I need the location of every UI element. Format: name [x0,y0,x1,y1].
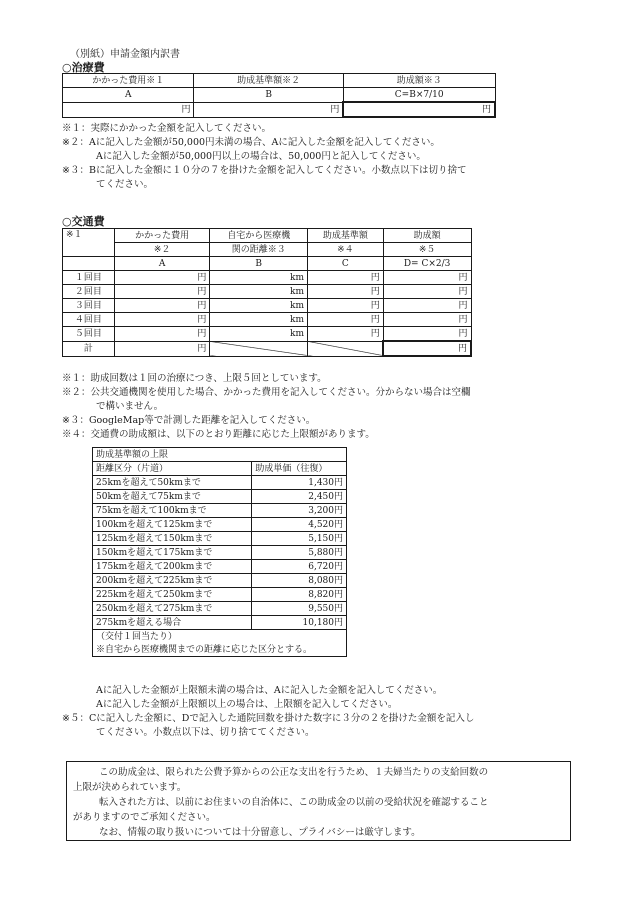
transport-note: で構いません。 [96,401,164,412]
transport-aid-input[interactable]: 円 [383,299,471,313]
transport-cost-input[interactable]: 円 [114,313,210,327]
treatment-sub-a: A [63,88,194,103]
transport-base-input[interactable]: 円 [308,271,384,285]
transport-header-base-note: ※４ [308,243,384,257]
transport-row-label: ３回目 [63,299,115,313]
transport-notes [62,372,471,442]
treatment-table [62,73,496,118]
treatment-notes [62,122,466,192]
transport-header-base: 助成基準額 [308,229,384,243]
transport-header-aid: 助成額 [383,229,471,243]
transport-header-cost-note: ※２ [114,243,210,257]
limit-row [93,546,347,560]
transport-row [63,327,472,342]
treatment-note: ※２：Aに記入した金額が50,000円未満の場合、Aに記入した金額を記入してください。 [62,137,440,148]
limit-row [93,532,347,546]
transport-note: Aに記入した金額が上限額未満の場合は、Aに記入した金額を記入してください。 [96,685,443,696]
notice-line: 転入された方は、以前にお住まいの自治体に、この助成金の以前の受給状況を確認すること [99,797,489,808]
limit-table-title: 助成基準額の上限 [93,448,347,462]
transport-base-input[interactable]: 円 [308,299,384,313]
limit-header-unit: 助成単価（往復） [252,462,347,476]
treatment-input-b[interactable]: 円 [194,102,343,117]
limit-distance: 200kmを超えて225kmまで [93,574,252,588]
limit-distance: 175kmを超えて200kmまで [93,560,252,574]
notice-line: なお、情報の取り扱いについては十分留意し、プライバシーは厳守します。 [99,827,421,838]
treatment-note: ※３：Bに記入した金額に１０分の７を掛けた金額を記入してください。小数点以下は切り捨て [62,165,467,176]
limit-row [93,560,347,574]
notice-line: この助成金は、限られた公費予算からの公正な支出を行うため、１夫婦当たりの支給回数の [99,767,489,778]
transport-cost-input[interactable]: 円 [114,271,210,285]
limit-amount: 5,880円 [252,546,347,560]
transport-sub-d: D= C×2/3 [383,257,471,271]
limit-distance: 275kmを超える場合 [93,616,252,630]
treatment-sub-c: C=B×7/10 [343,88,495,103]
transport-cost-input[interactable]: 円 [114,299,210,313]
transport-sub-b: B [210,257,308,271]
transport-total-distance-void [210,341,308,356]
transport-note: ※２：公共交通機関を使用した場合、かかった費用を記入してください。分からない場合は空欄 [62,387,471,398]
transport-aid-input[interactable]: 円 [383,271,471,285]
limit-distance: 250kmを超えて275kmまで [93,602,252,616]
notice-line: 上限が決められています。 [73,782,187,793]
transport-total-cost-input[interactable]: 円 [114,341,210,356]
limit-table-footnote: ※自宅から医療機関までの距離に応じた区分とする。 [93,643,347,657]
limit-amount: 4,520円 [252,518,347,532]
treatment-note: Aに記入した金額が50,000円以上の場合は、50,000円と記入してください。 [96,151,426,162]
transport-distance-input[interactable]: km [210,299,308,313]
transport-header-cost: かかった費用 [114,229,210,243]
transport-table [62,228,472,357]
limit-row [93,574,347,588]
transport-cost-input[interactable]: 円 [114,285,210,299]
limit-amount: 2,450円 [252,490,347,504]
limit-row [93,490,347,504]
transport-row [63,299,472,313]
document-title: （別紙）申請金額内訳書 [70,49,180,60]
transport-row [63,285,472,299]
limit-row [93,588,347,602]
transport-base-input[interactable]: 円 [308,327,384,342]
limit-header-distance: 距離区分（片道） [93,462,252,476]
transport-distance-input[interactable]: km [210,271,308,285]
transport-note: ※３：GoogleMap等で計測した距離を記入してください。 [62,415,316,426]
transport-notes-continued [62,684,474,740]
transport-row-label: ２回目 [63,285,115,299]
treatment-heading: ○治療費 [62,61,105,74]
transport-total-aid-input[interactable]: 円 [383,341,471,356]
limit-amount: 3,200円 [252,504,347,518]
transport-note: ※１：助成回数は１回の治療につき、上限５回としています。 [62,373,327,384]
limit-row [93,616,347,630]
limit-table [92,447,347,657]
transport-row-label: ４回目 [63,313,115,327]
transport-header-distance: 自宅から医療機 [210,229,308,243]
limit-row [93,504,347,518]
transport-header-distance-note: 関の距離※３ [210,243,308,257]
treatment-header-base: 助成基準額※２ [194,74,343,88]
transport-row [63,313,472,327]
limit-row [93,518,347,532]
transport-aid-input[interactable]: 円 [383,327,471,342]
treatment-input-a[interactable]: 円 [63,102,194,117]
transport-sub-c: C [308,257,384,271]
transport-total-base-void [308,341,384,356]
transport-header-aid-note: ※５ [383,243,471,257]
limit-distance: 100kmを超えて125kmまで [93,518,252,532]
transport-total-row [63,341,472,356]
transport-base-input[interactable]: 円 [308,313,384,327]
limit-amount: 6,720円 [252,560,347,574]
transport-sub-a: A [114,257,210,271]
transport-aid-input[interactable]: 円 [383,313,471,327]
treatment-sub-b: B [194,88,343,103]
limit-row [93,602,347,616]
treatment-header-aid: 助成額※３ [343,74,495,88]
limit-distance: 25kmを超えて50kmまで [93,476,252,490]
notice-line: がありますのでご承知ください。 [73,812,216,823]
limit-amount: 8,080円 [252,574,347,588]
transport-base-input[interactable]: 円 [308,285,384,299]
transport-header-count: ※１ [63,229,115,257]
limit-amount: 5,150円 [252,532,347,546]
transport-note: てください。小数点以下は、切り捨ててください。 [96,727,315,738]
transport-distance-input[interactable]: km [210,285,308,299]
limit-distance: 50kmを超えて75kmまで [93,490,252,504]
transport-note: ※４：交通費の助成額は、以下のとおり距離に応じた上限額があります。 [62,429,375,440]
limit-amount: 8,820円 [252,588,347,602]
treatment-input-c[interactable]: 円 [343,102,495,117]
limit-amount: 9,550円 [252,602,347,616]
transport-note: Aに記入した金額が上限額以上の場合は、上限額を記入してください。 [96,699,398,710]
treatment-note: てください。 [96,179,154,190]
transport-aid-input[interactable]: 円 [383,285,471,299]
limit-distance: 75kmを超えて100kmまで [93,504,252,518]
limit-distance: 150kmを超えて175kmまで [93,546,252,560]
notice-box [66,761,571,841]
transport-heading: ○交通費 [62,215,105,228]
limit-amount: 10,180円 [252,616,347,630]
limit-distance: 125kmを超えて150kmまで [93,532,252,546]
transport-row-label: １回目 [63,271,115,285]
transport-total-label: 計 [63,341,115,356]
transport-distance-input[interactable]: km [210,327,308,342]
transport-note: ※５：Cに記入した金額に、Dで記入した通院回数を掛けた数字に３分の２を掛けた金額を記入し [62,713,475,724]
transport-sub-empty [63,257,115,271]
transport-row-label: ５回目 [63,327,115,342]
treatment-note: ※１：実際にかかった金額を記入してください。 [62,123,272,134]
treatment-header-cost: かかった費用※１ [63,74,194,88]
limit-table-footnote: （交付１回当たり） [93,630,347,644]
limit-amount: 1,430円 [252,476,347,490]
transport-distance-input[interactable]: km [210,313,308,327]
limit-row [93,476,347,490]
transport-cost-input[interactable]: 円 [114,327,210,342]
limit-distance: 225kmを超えて250kmまで [93,588,252,602]
transport-row [63,271,472,285]
